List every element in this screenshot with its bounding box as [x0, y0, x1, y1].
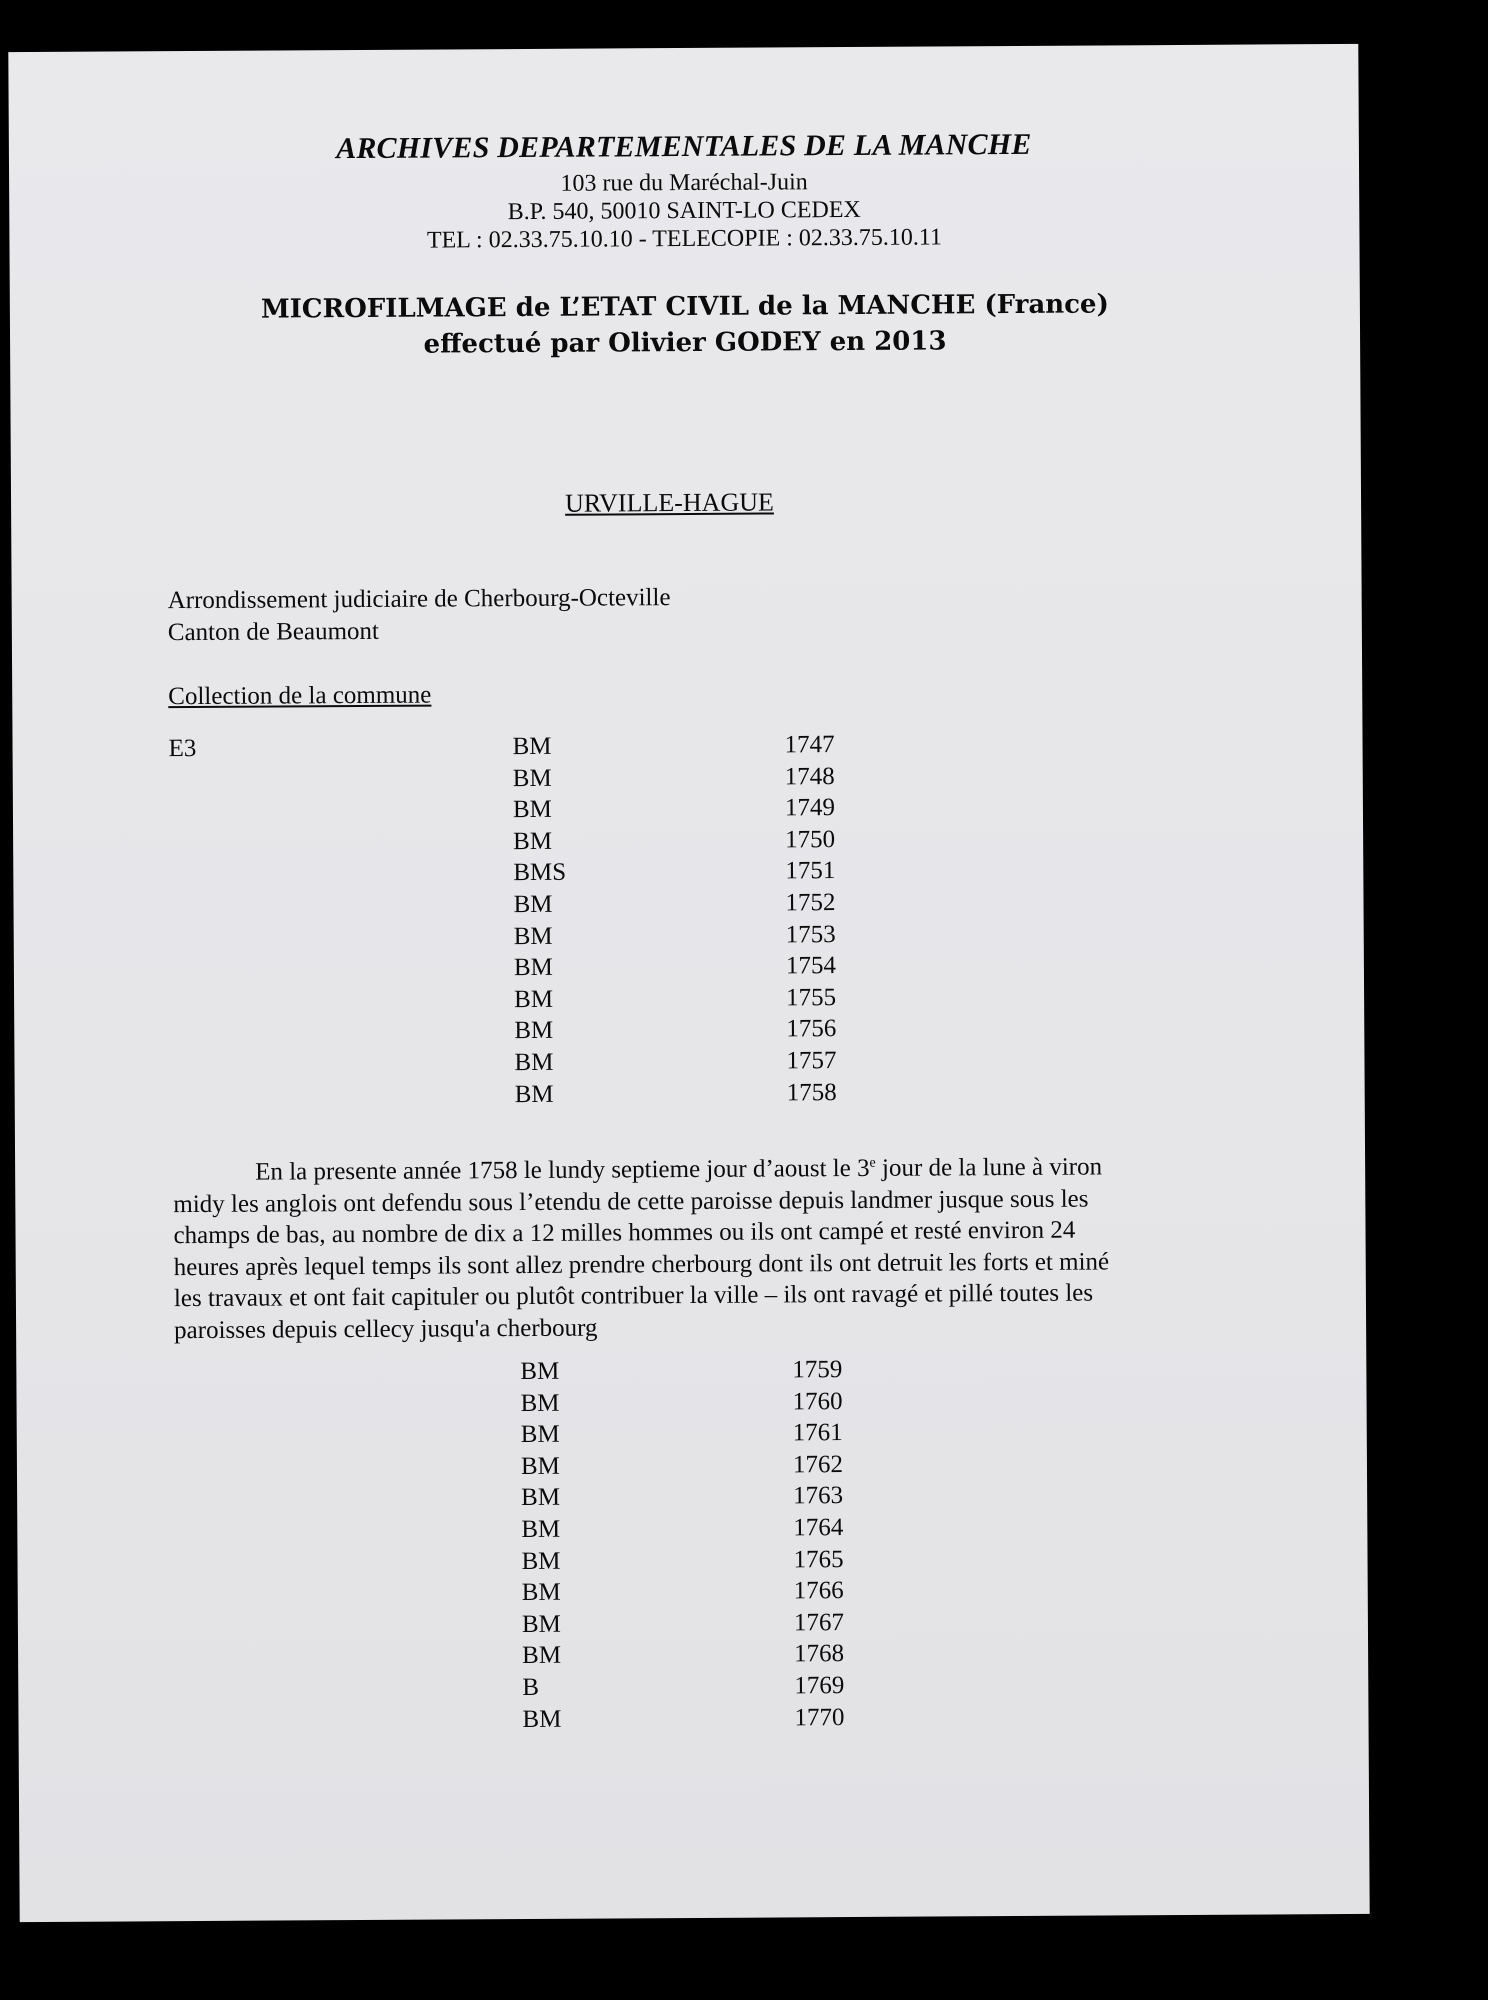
- note-text: En la presente année 1758 le lundy septieme jour d’aoust le 3: [255, 1154, 870, 1186]
- register-row: [514, 920, 914, 954]
- microfilm-subtitle: effectué par Olivier GODEY en 2013: [423, 326, 947, 360]
- register-kind: BM: [514, 985, 554, 1013]
- register-year: 1751: [785, 857, 836, 885]
- register-kind: BM: [521, 1610, 561, 1638]
- note-line: les travaux et ont fait capituler ou plutôt contribuer la ville – ils ont ravagé et pillé toutes les: [173, 1279, 1094, 1313]
- register-year: 1769: [794, 1672, 845, 1700]
- register-row: [513, 762, 913, 796]
- register-kind: BM: [520, 1420, 560, 1449]
- register-row: [522, 1640, 922, 1674]
- register-row: [522, 1608, 922, 1642]
- register-kind: BM: [521, 1578, 561, 1607]
- register-kind: B: [522, 1673, 540, 1702]
- register-list-before-note: [512, 731, 914, 1133]
- register-list-after-note: [520, 1356, 922, 1758]
- register-kind: BM: [513, 922, 553, 950]
- microfilm-title: MICROFILMAGE de L’ETAT CIVIL de la MANCHE (France): [260, 289, 1109, 325]
- register-row: [521, 1514, 921, 1548]
- register-kind: BM: [512, 732, 552, 761]
- register-kind: BM: [512, 796, 552, 824]
- register-row: [522, 1672, 922, 1706]
- register-kind: BMS: [513, 859, 567, 887]
- register-year: 1758: [786, 1078, 837, 1106]
- register-kind: BM: [513, 890, 553, 919]
- register-kind: BM: [512, 764, 552, 792]
- note-text: jour de la lune à viron: [875, 1153, 1103, 1182]
- register-row: [514, 1047, 914, 1081]
- register-year: 1766: [793, 1577, 844, 1605]
- register-kind: BM: [514, 1080, 554, 1108]
- arrondissement-line: Arrondissement judiciaire de Cherbourg-Octeville: [167, 584, 671, 615]
- register-kind: BM: [513, 954, 553, 982]
- register-kind: BM: [521, 1515, 561, 1544]
- register-kind: BM: [520, 1452, 560, 1480]
- register-year: 1752: [785, 889, 836, 917]
- register-year: 1770: [794, 1703, 845, 1731]
- register-row: [521, 1450, 921, 1484]
- register-row: [513, 889, 913, 923]
- register-kind: BM: [521, 1484, 561, 1512]
- address-street: 103 rue du Maréchal-Juin: [560, 169, 808, 197]
- register-year: 1761: [792, 1419, 843, 1447]
- historical-note: [173, 1151, 1174, 1346]
- register-kind: BM: [514, 1048, 554, 1077]
- register-year: 1763: [793, 1482, 844, 1510]
- address-telephone: TEL : 02.33.75.10.10 - TELECOPIE : 02.33.75.10.11: [426, 224, 943, 254]
- register-year: 1755: [786, 983, 837, 1012]
- register-row: [513, 794, 913, 828]
- note-line: paroisses depuis cellecy jusqu'a cherbourg: [174, 1314, 598, 1344]
- register-year: 1750: [785, 825, 836, 854]
- note-line: champs de bas, au nombre de dix a 12 milles hommes ou ils ont campé et resté environ 24: [173, 1216, 1076, 1250]
- register-kind: BM: [513, 827, 553, 855]
- register-row: [512, 731, 912, 765]
- register-row: [513, 825, 913, 859]
- register-kind: BM: [520, 1389, 560, 1417]
- commune-heading: URVILLE-HAGUE: [564, 487, 774, 518]
- register-kind: BM: [520, 1357, 560, 1386]
- note-line: heures après lequel temps ils sont allez prendre cherbourg dont ils ont detruit les forts et miné: [173, 1247, 1110, 1281]
- archive-name: ARCHIVES DEPARTEMENTALES DE LA MANCHE: [336, 127, 1032, 166]
- register-year: 1747: [784, 731, 835, 759]
- register-kind: BM: [521, 1547, 561, 1575]
- register-year: 1753: [785, 920, 836, 949]
- register-year: 1749: [784, 794, 836, 822]
- register-year: 1748: [784, 762, 835, 791]
- register-row: [520, 1356, 920, 1390]
- register-row: [522, 1577, 922, 1611]
- register-kind: BM: [522, 1642, 562, 1670]
- register-row: [513, 857, 913, 891]
- address-postal-box: B.P. 540, 50010 SAINT-LO CEDEX: [507, 196, 861, 226]
- register-year: 1765: [793, 1545, 844, 1573]
- register-year: 1759: [792, 1356, 843, 1384]
- register-year: 1760: [792, 1387, 843, 1415]
- register-year: 1754: [785, 952, 836, 980]
- register-year: 1767: [793, 1608, 844, 1637]
- register-row: [514, 983, 914, 1017]
- register-year: 1762: [792, 1450, 844, 1479]
- register-year: 1757: [786, 1047, 837, 1075]
- register-year: 1756: [786, 1015, 837, 1043]
- register-row: [521, 1482, 921, 1516]
- canton-line: Canton de Beaumont: [167, 617, 380, 647]
- register-row: [515, 1078, 915, 1112]
- register-row: [521, 1419, 921, 1453]
- register-row: [514, 1015, 914, 1049]
- register-row: [522, 1703, 922, 1737]
- register-kind: BM: [514, 1017, 554, 1045]
- note-superscript: e: [869, 1155, 876, 1171]
- register-kind: BM: [522, 1705, 562, 1733]
- register-year: 1764: [793, 1514, 844, 1542]
- register-year: 1768: [794, 1640, 845, 1668]
- register-row: [521, 1545, 921, 1579]
- note-line: midy les anglois ont defendu sous l’etendu de cette paroisse depuis landmer jusque sous les: [173, 1185, 1089, 1218]
- cote-label: E3: [168, 735, 197, 763]
- collection-heading: Collection de la commune: [168, 681, 432, 711]
- register-row: [514, 952, 914, 986]
- register-row: [520, 1387, 920, 1421]
- document-page: [8, 44, 1369, 1922]
